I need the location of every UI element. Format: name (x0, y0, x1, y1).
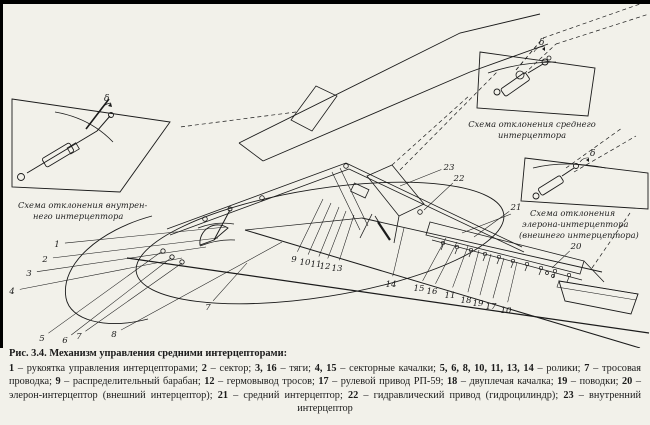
callout-20-label: 20 (570, 242, 582, 252)
inset-outer-interceptor (519, 128, 648, 240)
cable-run (167, 163, 524, 252)
callout-16-label: 16 (426, 287, 438, 297)
scan-border-top (0, 0, 650, 4)
callout-3-leader (37, 247, 206, 272)
leading-edge (127, 258, 649, 333)
figure-caption (0, 347, 650, 416)
callout-14-leader (393, 228, 404, 276)
callout-19-label: 19 (472, 299, 484, 309)
callout-7-label: 7 (76, 332, 82, 342)
control-handle (161, 207, 232, 264)
wingtip-panel (557, 281, 638, 314)
callout-22-leader (424, 183, 453, 210)
far-inner-interceptor-panel (291, 86, 337, 131)
callout-8-label: 8 (111, 330, 117, 340)
callout-10-leader (308, 203, 331, 255)
scan-border-left (0, 0, 3, 348)
far-wing (180, 14, 548, 161)
inset-inner-interceptor (12, 94, 170, 221)
callout-9-label: 9 (291, 255, 297, 265)
callout-4-label: 4 (9, 287, 15, 297)
callout-2-label: 2 (42, 255, 48, 265)
callout-8-leader (121, 242, 282, 330)
middle-angle-label: δ (539, 38, 545, 48)
callout-9-leader (297, 199, 323, 252)
callout-13-label: 13 (331, 264, 343, 274)
outer-inset-caption-line2: элерона-интерцептора (522, 219, 629, 229)
callout-15-label: 15 (413, 284, 425, 294)
middle-inset-caption-line2: интерцептора (497, 130, 567, 140)
callout-13-leader (339, 215, 354, 260)
callout-17-label: 17 (485, 302, 497, 312)
callout-10-label: 10 (500, 306, 512, 316)
callout-19-leader (480, 254, 491, 295)
outer-inset-caption-line1: Схема отклонения (530, 208, 616, 218)
callout-12-label: 12 (319, 262, 331, 272)
callout-11-label: 11 (310, 260, 322, 270)
inner-inset-caption-line1: Схема отклонения внутрен- (18, 200, 148, 210)
callout-2-leader (53, 238, 218, 258)
callout-14-label: 14 (385, 280, 397, 290)
callout-7-label: 7 (205, 303, 211, 313)
callout-17-leader (493, 258, 504, 298)
callout-5-label: 5 (39, 334, 45, 344)
outer-inset-caption-line3: (внешнего интерцептора) (519, 230, 639, 240)
callout-3-label: 3 (26, 269, 32, 279)
callout-10-leader (508, 262, 517, 302)
callout-16-leader (435, 242, 457, 284)
callout-11-leader (319, 207, 339, 257)
callout-11-label: 11 (444, 291, 456, 301)
callout-7-leader (213, 263, 247, 301)
inner-interceptor-raised (360, 72, 497, 243)
inner-angle-label: δ (104, 94, 110, 104)
figure-title: Рис. 3.4. Механизм управления средними интерцепторами: (9, 348, 288, 359)
callout-21-leader (474, 211, 509, 237)
callout-22-label: 22 (453, 174, 465, 184)
callout-6-label: 6 (62, 336, 68, 346)
outer-angle-label: δ (590, 149, 596, 159)
callout-23-label: 23 (443, 163, 455, 173)
inner-inset-caption-line2: него интерцептора (33, 211, 124, 221)
callout-10-label: 10 (299, 258, 311, 268)
figure-legend: 1 – рукоятка управления интерцепторами; 2 – сектор; 3, 16 – тяги; 4, 15 – секторные качалки; 5, 6, 8, 10, 11, 13, 14 – ролики; 7 – тросовая проводка; 9 – распределительный барабан; 12 – гермовывод тросов; 17 – рулевой привод РП-59; 18 – двуплечая качалка; 19 – поводки; 20 – элерон-интерцептор (внешний интерцептор); 21 – средний интерцептор; 22 – гидравлический привод (гидроцилиндр); 23 – внутренний интерцептор (9, 363, 641, 415)
nose-outline (65, 216, 152, 323)
callout-12-leader (328, 211, 346, 258)
middle-inset-caption-line1: Схема отклонения среднего (468, 119, 596, 129)
callout-7-leader (85, 263, 182, 331)
callout-11-leader (453, 246, 468, 287)
callout-21-label: 21 (510, 203, 522, 213)
callout-15-leader (423, 238, 446, 281)
callout-18-label: 18 (460, 296, 472, 306)
callout-1-label: 1 (54, 240, 60, 250)
